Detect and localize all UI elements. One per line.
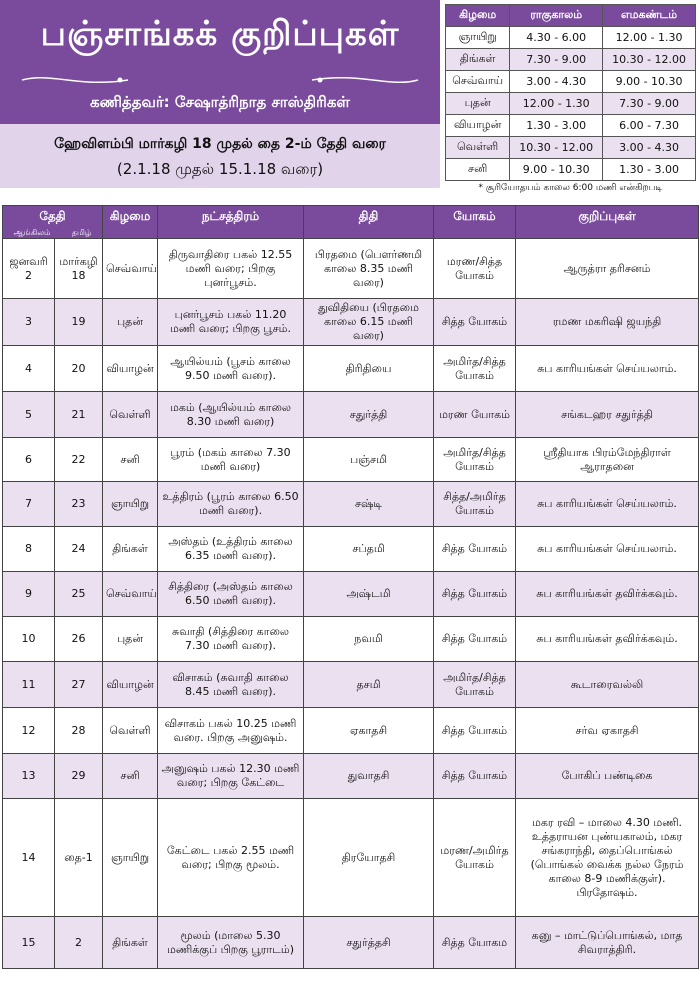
day-cell-day: வெள்ளி <box>109 407 151 421</box>
table-row <box>3 239 699 299</box>
yogam-cell-yogam: சித்த யோகம் <box>441 542 508 555</box>
table-row <box>3 482 699 527</box>
notes-cell-notes: சுப காரியங்கள் செய்யலாம். <box>537 361 677 375</box>
table-row <box>3 572 699 617</box>
yogam-cell-yogam: சித்த யோகம் <box>441 315 508 328</box>
table-row <box>3 392 699 438</box>
english-date-cell <box>3 482 55 527</box>
english-date-cell <box>3 799 55 917</box>
tamil-date-cell-ta: தை-1 <box>64 850 93 864</box>
header-date-english: ஆங்கிலம் <box>13 228 51 237</box>
tamil-date-cell-ta: 19 <box>71 315 86 328</box>
header-date-label: தேதி <box>39 209 66 223</box>
tithi-cell <box>304 708 434 754</box>
notes-cell-notes: ரமண மகரிஷி ஜயந்தி <box>552 315 662 328</box>
notes-cell-notes: ஆருத்ரா தரிசனம் <box>563 261 651 275</box>
english-date-cell-en: 8 <box>25 542 32 555</box>
yogam-cell-yogam: அமிர்த/சித்த யோகம் <box>443 670 506 698</box>
notes-cell <box>516 708 699 754</box>
tithi-cell <box>304 482 434 527</box>
rk-yama: 9.00 - 10.30 <box>603 71 696 93</box>
rk-header-yama: எமகண்டம் <box>603 5 696 27</box>
header-date <box>3 206 103 239</box>
rk-rahu: 1.30 - 3.00 <box>510 115 603 137</box>
yogam-cell <box>434 708 516 754</box>
tithi-cell <box>304 239 434 299</box>
header-yogam: யோகம் <box>434 206 516 239</box>
star-cell <box>158 662 304 708</box>
notes-cell <box>516 662 699 708</box>
tithi-cell <box>304 346 434 392</box>
english-date-cell-en: 12 <box>21 723 36 737</box>
star-cell <box>158 572 304 617</box>
sunrise-note: * சூரியோதயம் காலை 6:00 மணி என்கிறபடி <box>478 183 663 193</box>
english-date-cell <box>3 754 55 799</box>
star-cell-star: திருவாதிரை பகல் 12.55 மணி வரை; பிறகு புனர்பூசம். <box>168 247 293 289</box>
english-date-cell <box>3 299 55 346</box>
tamil-date-cell <box>55 708 103 754</box>
day-cell-day: சனி <box>120 769 140 782</box>
rk-yama: 1.30 - 3.00 <box>603 159 696 181</box>
star-cell <box>158 438 304 482</box>
english-date-cell <box>3 438 55 482</box>
table-row <box>3 617 699 662</box>
tamil-date-cell-ta: 29 <box>71 769 86 782</box>
day-cell-day: சனி <box>120 452 140 466</box>
day-cell-day: செவ்வாய் <box>106 261 157 275</box>
notes-cell-notes: சுப காரியங்கள் செய்யலாம். <box>537 542 677 555</box>
notes-cell-notes: சுப காரியங்கள் தவிர்க்கவும். <box>536 632 678 645</box>
notes-cell <box>516 346 699 392</box>
star-cell-star: விசாகம் (சுவாதி காலை 8.45 மணி வரை). <box>172 670 289 698</box>
yogam-cell <box>434 662 516 708</box>
tithi-cell <box>304 662 434 708</box>
header-tithi: திதி <box>304 206 434 239</box>
tithi-cell-tithi: அஷ்டமி <box>346 587 391 600</box>
day-cell <box>103 799 158 917</box>
rk-day: திங்கள் <box>446 49 510 71</box>
day-cell <box>103 299 158 346</box>
yogam-cell <box>434 239 516 299</box>
notes-cell-notes: சுப காரியங்கள் செய்யலாம். <box>537 497 677 510</box>
yogam-cell-yogam: அமிர்த/சித்த யோகம் <box>443 354 506 382</box>
day-cell <box>103 754 158 799</box>
english-date-cell <box>3 708 55 754</box>
star-cell <box>158 708 304 754</box>
english-date-cell-en: 7 <box>25 497 32 510</box>
english-date-cell-en-month: ஜனவரி <box>9 254 48 268</box>
english-date-cell-en: 9 <box>25 587 32 600</box>
rk-row <box>446 71 696 93</box>
table-row <box>3 346 699 392</box>
rk-day: வியாழன் <box>446 115 510 137</box>
tithi-cell-tithi: திரயோதசி <box>341 850 396 864</box>
english-date-cell-en: 2 <box>25 268 32 282</box>
yogam-cell-yogam: சித்த யோகம் <box>441 632 508 645</box>
yogam-cell <box>434 799 516 917</box>
yogam-cell-yogam: சித்த யோகம <box>441 935 508 949</box>
tamil-date-cell-ta: 18 <box>71 268 86 282</box>
star-cell-star: மூலம் (மாலை 5.30 மணிக்குப் பிறகு பூராடம்) <box>167 928 295 956</box>
rk-yama: 10.30 - 12.00 <box>603 49 696 71</box>
tamil-date-cell-ta: 24 <box>71 542 86 555</box>
star-cell <box>158 754 304 799</box>
notes-cell-notes: கனு – மாட்டுப்பொங்கல், மாத சிவராத்திரி. <box>531 928 683 956</box>
english-date-cell-en: 4 <box>25 361 32 375</box>
star-cell-star: ஆயில்யம் (பூசம் காலை 9.50 மணி வரை). <box>170 354 291 382</box>
rk-rahu: 4.30 - 6.00 <box>510 27 603 49</box>
table-row <box>3 708 699 754</box>
english-date-cell <box>3 239 55 299</box>
day-cell <box>103 392 158 438</box>
english-date-cell-en: 15 <box>21 935 36 949</box>
notes-cell-notes: சுப காரியங்கள் தவிர்க்கவும். <box>536 587 678 600</box>
tamil-date-cell-ta: 20 <box>71 361 86 375</box>
rk-row <box>446 49 696 71</box>
rk-rahu: 3.00 - 4.30 <box>510 71 603 93</box>
yogam-cell-yogam: சித்த யோகம் <box>441 769 508 782</box>
day-cell-day: ஞாயிறு <box>110 497 150 510</box>
rk-day: புதன் <box>446 93 510 115</box>
tamil-date-cell <box>55 917 103 969</box>
english-date-cell <box>3 917 55 969</box>
star-cell <box>158 799 304 917</box>
star-cell <box>158 482 304 527</box>
day-cell-day: வெள்ளி <box>109 723 151 737</box>
notes-cell <box>516 754 699 799</box>
date-range-tamil: ஹேவிளம்பி மார்கழி 18 முதல் தை 2-ம் தேதி வரை <box>54 136 386 152</box>
star-cell-star: சுவாதி (சித்திரை காலை 7.30 மணி வரை). <box>172 625 289 652</box>
rk-row <box>446 27 696 49</box>
table-row <box>3 299 699 346</box>
date-range-panel <box>0 124 440 188</box>
header-star: நட்சத்திரம் <box>158 206 304 239</box>
english-date-cell-en: 6 <box>25 452 32 466</box>
star-cell-star: புனர்பூசம் பகல் 11.20 மணி வரை; பிறகு பூசம். <box>170 308 292 335</box>
tamil-date-cell <box>55 662 103 708</box>
yogam-cell <box>434 299 516 346</box>
tithi-cell-tithi: சதுர்த்தசி <box>346 935 391 949</box>
tamil-date-cell-ta: 26 <box>71 632 86 645</box>
notes-cell <box>516 482 699 527</box>
header-date-tamil: தமிழ் <box>71 228 92 237</box>
notes-cell <box>516 299 699 346</box>
day-cell-day: செவ்வாய் <box>106 587 157 600</box>
star-cell <box>158 392 304 438</box>
yogam-cell <box>434 346 516 392</box>
english-date-cell-en: 3 <box>25 315 32 328</box>
table-row <box>3 527 699 572</box>
tithi-cell-tithi: தசமி <box>356 677 381 691</box>
tithi-cell-tithi: சப்தமி <box>352 542 385 555</box>
rk-rahu: 7.30 - 9.00 <box>510 49 603 71</box>
rk-yama: 6.00 - 7.30 <box>603 115 696 137</box>
yogam-cell <box>434 438 516 482</box>
star-cell-star: கேட்டை பகல் 2.55 மணி வரை; பிறகு மூலம். <box>166 843 295 871</box>
notes-cell <box>516 392 699 438</box>
day-cell <box>103 617 158 662</box>
rk-yama: 12.00 - 1.30 <box>603 27 696 49</box>
rahu-kalam-table <box>445 4 696 181</box>
star-cell-star: மகம் (ஆயில்யம் காலை 8.30 மணி வரை) <box>170 400 291 428</box>
rk-rahu: 9.00 - 10.30 <box>510 159 603 181</box>
notes-cell <box>516 617 699 662</box>
notes-cell <box>516 527 699 572</box>
tamil-date-cell <box>55 572 103 617</box>
tithi-cell-tithi: நவமி <box>354 632 383 645</box>
tithi-cell-tithi: சஷ்டி <box>354 497 383 510</box>
tamil-date-cell <box>55 799 103 917</box>
yogam-cell <box>434 917 516 969</box>
star-cell <box>158 617 304 662</box>
star-cell-star: விசாகம் பகல் 10.25 மணி வரை. பிறகு அனுஷம். <box>164 716 297 744</box>
date-range-english: (2.1.18 முதல் 15.1.18 வரை) <box>116 160 324 178</box>
tithi-cell <box>304 799 434 917</box>
rk-rahu: 12.00 - 1.30 <box>510 93 603 115</box>
tithi-cell-tithi: பிரதமை (பௌர்ணமி காலை 8.35 மணி வரை) <box>314 247 423 289</box>
tithi-cell <box>304 754 434 799</box>
day-cell <box>103 572 158 617</box>
star-cell-star: அனுஷம் பகல் 12.30 மணி வரை; பிறகு கேட்டை <box>161 762 300 789</box>
table-row <box>3 662 699 708</box>
tithi-cell-tithi: துவிதியை (பிரதமை காலை 6.15 மணி வரை) <box>318 301 419 342</box>
notes-cell-notes: சங்கடஹர சதுர்த்தி <box>561 407 653 421</box>
day-cell <box>103 662 158 708</box>
day-cell-day: வியாழன் <box>106 677 154 691</box>
tamil-date-cell-ta-month: மார்கழி <box>59 254 98 268</box>
tamil-date-cell <box>55 438 103 482</box>
day-cell-day: புதன் <box>117 315 144 328</box>
tamil-date-cell-ta: 2 <box>75 935 82 949</box>
day-cell-day: ஞாயிறு <box>110 850 150 864</box>
tamil-date-cell <box>55 299 103 346</box>
english-date-cell-en: 10 <box>21 632 36 645</box>
yogam-cell <box>434 482 516 527</box>
notes-cell <box>516 799 699 917</box>
header-banner <box>0 0 440 124</box>
star-cell-star: பூரம் (மகம் காலை 7.30 மணி வரை) <box>170 445 291 473</box>
english-date-cell <box>3 392 55 438</box>
flourish-left-icon <box>20 72 130 88</box>
tithi-cell-tithi: சதுர்த்தி <box>349 407 388 421</box>
tamil-date-cell <box>55 617 103 662</box>
tamil-date-cell-ta: 27 <box>71 677 86 691</box>
yogam-cell-yogam: அமிர்த/சித்த யோகம் <box>443 445 506 473</box>
tithi-cell-tithi: துவாதசி <box>347 769 390 782</box>
author-line: கணித்தவர்: சேஷாத்ரிநாத சாஸ்திரிகள் <box>90 93 350 111</box>
notes-cell <box>516 239 699 299</box>
day-cell-day: திங்கள் <box>112 542 148 555</box>
yogam-cell <box>434 572 516 617</box>
day-cell <box>103 482 158 527</box>
yogam-cell-yogam: மரண/அமிர்த யோகம் <box>440 843 509 871</box>
rk-day: செவ்வாய் <box>446 71 510 93</box>
day-cell <box>103 917 158 969</box>
rk-rahu: 10.30 - 12.00 <box>510 137 603 159</box>
tithi-cell <box>304 917 434 969</box>
rk-header-day: கிழமை <box>446 5 510 27</box>
day-cell-day: புதன் <box>117 632 144 645</box>
page-title: பஞ்சாங்கக் குறிப்புகள் <box>40 14 400 54</box>
tithi-cell <box>304 572 434 617</box>
tamil-date-cell-ta: 22 <box>71 452 86 466</box>
day-cell <box>103 708 158 754</box>
tithi-cell <box>304 527 434 572</box>
day-cell <box>103 346 158 392</box>
english-date-cell <box>3 662 55 708</box>
header-day: கிழமை <box>103 206 158 239</box>
english-date-cell <box>3 527 55 572</box>
tamil-date-cell-ta: 25 <box>71 587 86 600</box>
notes-cell-notes: மகர ரவி – மாலை 4.30 மணி. உத்தராயன புண்யகாலம், மகர சங்கராந்தி, தைப்பொங்கல் (பொங்கல் வைக்க நல்ல நேரம் காலை 8-9 மணிக்குள்). பிரதோஷம். <box>530 815 684 899</box>
rk-row <box>446 159 696 181</box>
english-date-cell-en: 11 <box>21 677 36 691</box>
english-date-cell <box>3 617 55 662</box>
day-cell-day: திங்கள் <box>112 935 148 949</box>
yogam-cell-yogam: மரண/சித்த யோகம் <box>446 254 503 282</box>
rk-day: வெள்ளி <box>446 137 510 159</box>
rk-yama: 7.30 - 9.00 <box>603 93 696 115</box>
star-cell <box>158 917 304 969</box>
rk-row <box>446 93 696 115</box>
star-cell <box>158 346 304 392</box>
star-cell <box>158 299 304 346</box>
notes-cell-notes: போகிப் பண்டிகை <box>561 769 653 782</box>
notes-cell-notes: கூடாரைவல்லி <box>570 677 644 691</box>
notes-cell <box>516 917 699 969</box>
english-date-cell <box>3 572 55 617</box>
rk-row <box>446 137 696 159</box>
tithi-cell <box>304 392 434 438</box>
english-date-cell-en: 14 <box>21 850 36 864</box>
yogam-cell <box>434 754 516 799</box>
star-cell-star: சித்திரை (அஸ்தம் காலை 6.50 மணி வரை). <box>168 580 293 607</box>
tamil-date-cell <box>55 239 103 299</box>
tithi-cell <box>304 438 434 482</box>
panchangam-table <box>2 205 699 969</box>
yogam-cell-yogam: சித்த யோகம் <box>441 587 508 600</box>
notes-cell <box>516 438 699 482</box>
tithi-cell-tithi: பஞ்சமி <box>350 452 387 466</box>
tamil-date-cell-ta: 21 <box>71 407 86 421</box>
tithi-cell <box>304 299 434 346</box>
yogam-cell-yogam: மரண யோகம் <box>439 407 510 421</box>
yogam-cell <box>434 527 516 572</box>
yogam-cell-yogam: சித்த/அமிர்த யோகம் <box>443 490 506 517</box>
yogam-cell <box>434 617 516 662</box>
english-date-cell-en: 13 <box>21 769 36 782</box>
tamil-date-cell <box>55 527 103 572</box>
tamil-date-cell-ta: 28 <box>71 723 86 737</box>
tamil-date-cell <box>55 482 103 527</box>
table-row <box>3 438 699 482</box>
tamil-date-cell <box>55 754 103 799</box>
yogam-cell <box>434 392 516 438</box>
day-cell <box>103 527 158 572</box>
rk-day: ஞாயிறு <box>446 27 510 49</box>
english-date-cell <box>3 346 55 392</box>
star-cell <box>158 527 304 572</box>
tithi-cell-tithi: திரிதியை <box>345 361 392 375</box>
english-date-cell-en: 5 <box>25 407 32 421</box>
star-cell-star: அஸ்தம் (உத்திரம் காலை 6.35 மணி வரை). <box>168 535 293 562</box>
table-row <box>3 799 699 917</box>
notes-cell-notes: ஸ்ரீதியாக பிரம்மேந்திராள் ஆராதனை <box>543 445 671 473</box>
day-cell-day: வியாழன் <box>106 361 154 375</box>
rk-day: சனி <box>446 159 510 181</box>
rk-row <box>446 115 696 137</box>
star-cell-star: உத்திரம் (பூரம் காலை 6.50 மணி வரை). <box>162 490 299 517</box>
rk-yama: 3.00 - 4.30 <box>603 137 696 159</box>
day-cell <box>103 438 158 482</box>
table-row <box>3 917 699 969</box>
notes-cell-notes: சர்வ ஏகாதசி <box>575 723 639 737</box>
table-row <box>3 754 699 799</box>
tamil-date-cell <box>55 392 103 438</box>
star-cell <box>158 239 304 299</box>
yogam-cell-yogam: சித்த யோகம் <box>441 723 508 737</box>
rk-header-rahu: ராகுகாலம் <box>510 5 603 27</box>
tithi-cell <box>304 617 434 662</box>
tamil-date-cell <box>55 346 103 392</box>
notes-cell <box>516 572 699 617</box>
tithi-cell-tithi: ஏகாதசி <box>349 723 388 737</box>
header-notes: குறிப்புகள் <box>516 206 699 239</box>
day-cell <box>103 239 158 299</box>
tamil-date-cell-ta: 23 <box>71 497 86 510</box>
flourish-right-icon <box>310 72 420 88</box>
